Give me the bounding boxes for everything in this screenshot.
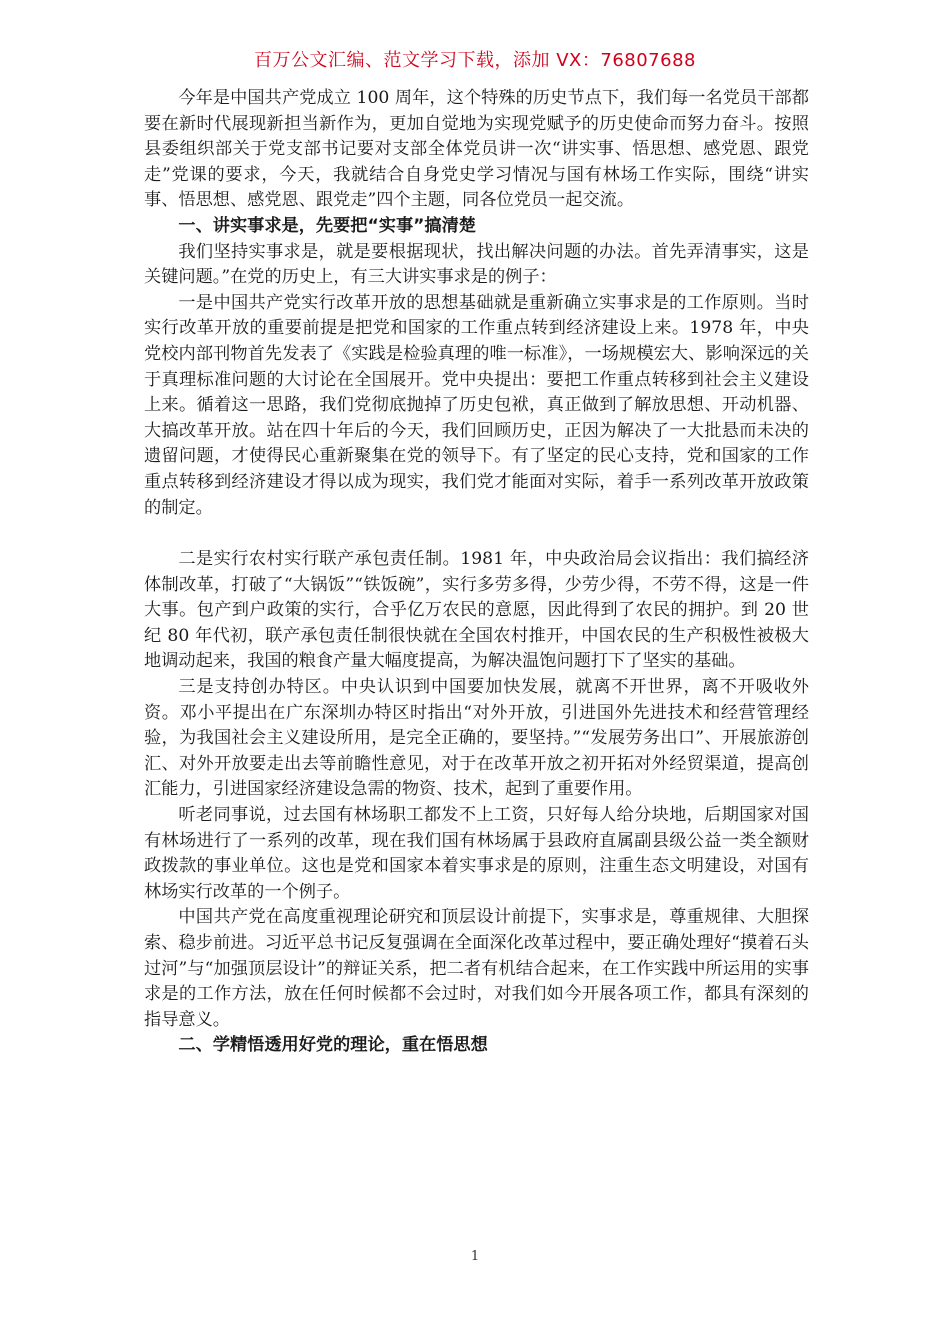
document-body — [144, 86, 809, 1059]
page-number: 1 — [470, 1249, 480, 1264]
body-paragraph: 我们坚持实事求是，就是要根据现状，找出解决问题的办法。首先弄清事实，这是关键问题。”在党的历史上，有三大讲实事求是的例子： — [144, 241, 809, 288]
header-banner: 百万公文汇编、范文学习下载，添加 VX：76807688 — [254, 50, 696, 71]
body-paragraph: 听老同事说，过去国有林场职工都发不上工资，只好每人给分块地，后期国家对国有林场进行了一系列的改革，现在我们国有林场属于县政府直属副县级公益一类全额财政拨款的事业单位。这也是党和国家本着实事求是的原则，注重生态文明建设，对国有林场实行改革的一个例子。 — [144, 805, 809, 902]
intro-paragraph: 今年是中国共产党成立 100 周年，这个特殊的历史节点下，我们每一名党员干部都要在新时代展现新担当新作为，更加自觉地为实现党赋予的历史使命而努力奋斗。按照县委组织部关于党支部书记要对支部全体党员讲一次“讲实事、悟思想、感党恩、跟党走”党课的要求，今天，我就结合自身党史学习情况与国有林场工作实际，围绕“讲实事、悟思想、感党恩、跟党走”四个主题，同各位党员一起交流。 — [144, 88, 809, 211]
section-heading-1: 一、讲实事求是，先要把“实事”搞清楚 — [178, 215, 476, 236]
body-paragraph: 三是支持创办特区。中央认识到中国要加快发展，就离不开世界，离不开吸收外资。邓小平提出在广东深圳办特区时指出“对外开放，引进国外先进技术和经营管理经验，为我国社会主义建设所用，是完全正确的，要坚持。”“发展劳务出口”、开展旅游创汇、对外开放要走出去等前瞻性意见，对于在改革开放之初开拓对外经贸渠道，提高创汇能力，引进国家经济建设急需的物资、技术，起到了重要作用。 — [144, 677, 809, 800]
body-paragraph: 二是实行农村实行联产承包责任制。1981 年，中央政治局会议指出：我们搞经济体制改革，打破了“大锅饭”“铁饭碗”，实行多劳多得，少劳少得，不劳不得，这是一件大事。包产到户政策的实行，合乎亿万农民的意愿，因此得到了农民的拥护。到 20 世纪 80 年代初，联产承包责任制很快就在全国农村推开，中国农民的生产积极性被极大地调动起来，我国的粮食产量大幅度提高，为解决温饱问题打下了坚实的基础。 — [144, 549, 809, 672]
body-paragraph: 一是中国共产党实行改革开放的思想基础就是重新确立实事求是的工作原则。当时实行改革开放的重要前提是把党和国家的工作重点转到经济建设上来。1978 年，中央党校内部刊物首先发表了《实践是检验真理的唯一标准》，一场规模宏大、影响深远的关于真理标准问题的大讨论在全国展开。党中央提出：要把工作重点转移到社会主义建设上来。循着这一思路，我们党彻底抛掉了历史包袱，真正做到了解放思想、开动机器、大搞改革开放。站在四十年后的今天，我们回顾历史，正因为解决了一大批悬而未决的遗留问题，才使得民心重新聚集在党的领导下。有了坚定的民心支持，党和国家的工作重点转移到经济建设才得以成为现实，我们党才能面对实际，着手一系列改革开放政策的制定。 — [144, 292, 809, 518]
section-heading-2: 二、学精悟透用好党的理论，重在悟思想 — [178, 1035, 488, 1056]
body-paragraph: 中国共产党在高度重视理论研究和顶层设计前提下，实事求是，尊重规律、大胆探索、稳步前进。习近平总书记反复强调在全面深化改革过程中，要正确处理好“摸着石头过河”与“加强顶层设计”的辩证关系，把二者有机结合起来，在工作实践中所运用的实事求是的工作方法，放在任何时候都不会过时，对我们如今开展各项工作，都具有深刻的指导意义。 — [144, 907, 809, 1030]
blank-line — [144, 521, 809, 547]
